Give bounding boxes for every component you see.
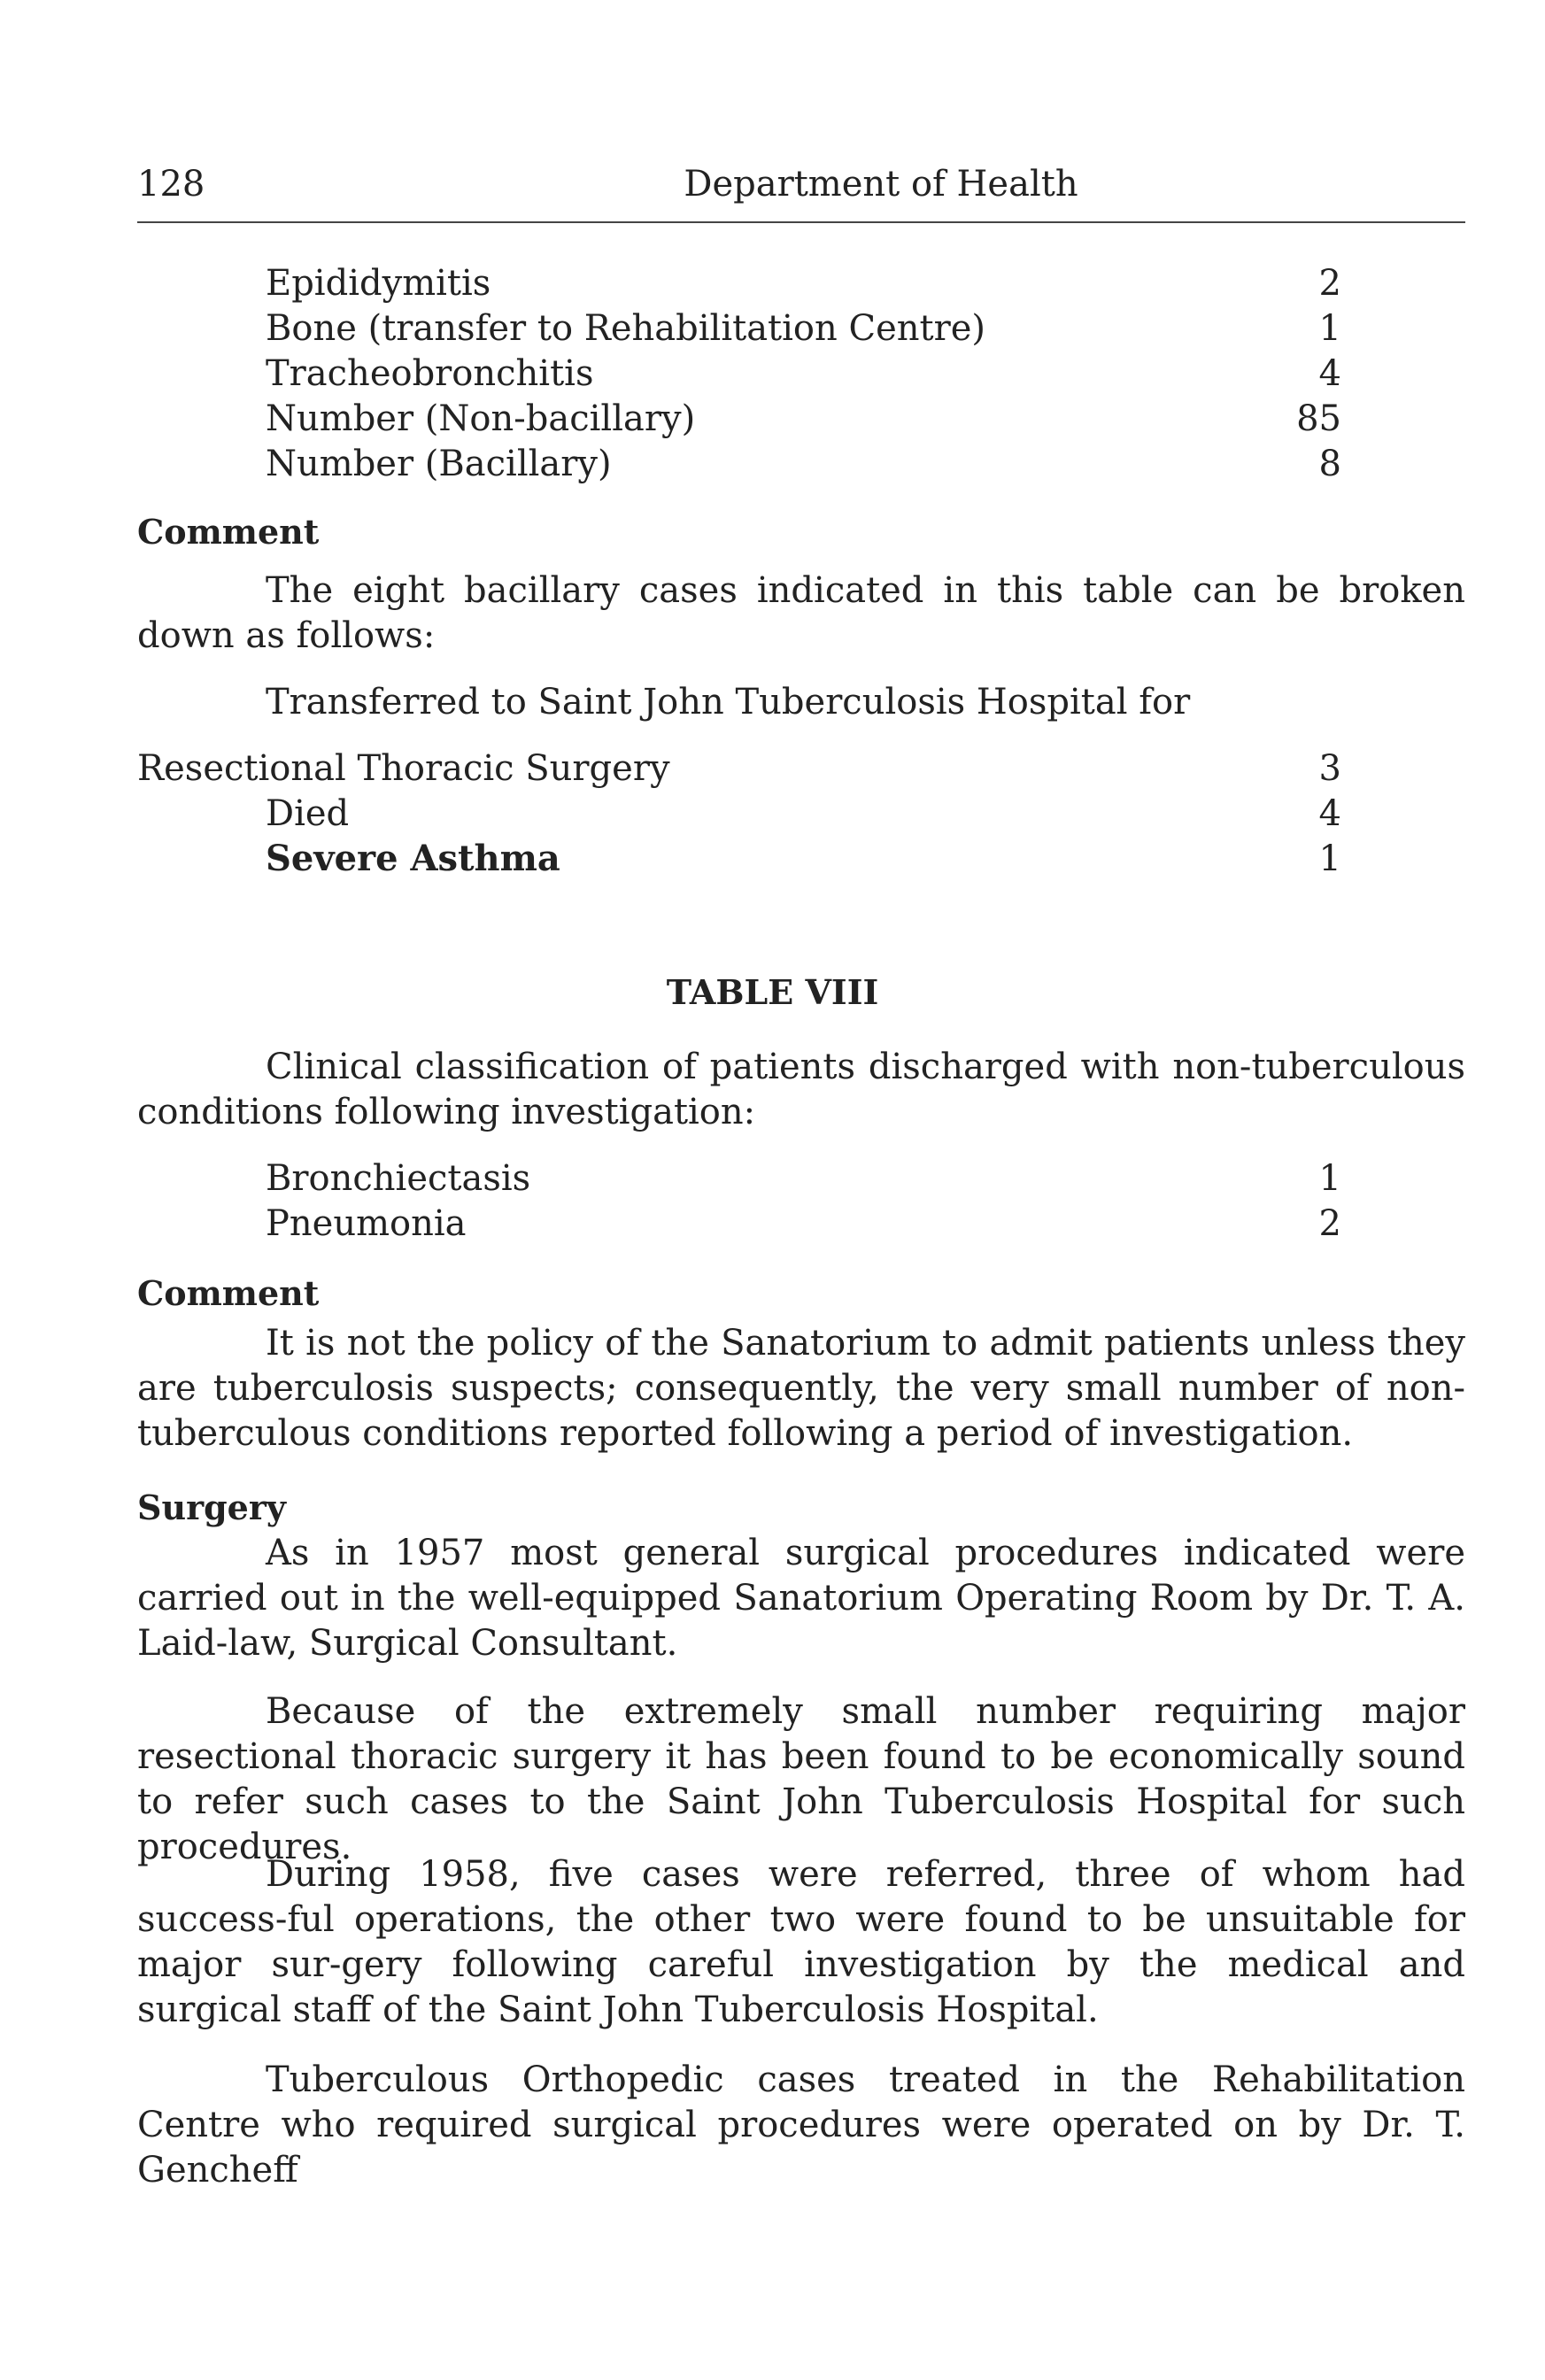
breakdown-intro-text: Transferred to Saint John Tuberculosis Hospital for [266, 682, 1191, 722]
item-label: Pneumonia [266, 1203, 467, 1244]
item-value: 1 [1318, 1158, 1341, 1199]
running-head: Department of Health [684, 164, 1078, 205]
item-label: Resectional Thoracic Surgery [137, 748, 670, 789]
item-label: Bone (transfer to Rehabilitation Centre) [266, 308, 985, 349]
item-value: 4 [1318, 793, 1341, 834]
item-value: 2 [1318, 1203, 1341, 1244]
header-rule [137, 221, 1465, 223]
page-number: 128 [137, 164, 205, 205]
item-label: Died [266, 793, 350, 834]
item-label: Severe Asthma [266, 838, 560, 879]
section-heading-surgery: Surgery [137, 1488, 286, 1527]
item-value: 1 [1318, 838, 1341, 879]
page-header [137, 164, 1465, 213]
section-heading-comment: Comment [137, 1273, 320, 1313]
surgery-paragraph: Tuberculous Orthopedic cases treated in the Rehabilitation Centre who required surgical procedures were operated on by Dr. T. Gencheff [137, 2059, 1465, 2191]
table-heading: TABLE VIII [666, 972, 879, 1012]
item-label: Epididymitis [266, 263, 491, 304]
item-value: 2 [1318, 263, 1341, 304]
table-caption: Clinical classification of patients discharged with non-tuberculous conditions following investigation: [137, 1047, 1465, 1132]
surgery-paragraph: Because of the extremely small number requiring major resectional thoracic surgery it has been found to be economically sound to refer such cases to the Saint John Tuberculosis Hospital for such procedures. [137, 1691, 1465, 1867]
item-label: Bronchiectasis [266, 1158, 531, 1199]
item-value: 1 [1318, 308, 1341, 349]
item-value: 4 [1318, 353, 1341, 394]
comment-paragraph: The eight bacillary cases indicated in this table can be broken down as follows: [137, 570, 1465, 656]
item-value: 3 [1318, 748, 1341, 789]
item-label: Tracheobronchitis [266, 353, 594, 394]
comment-paragraph: It is not the policy of the Sanatorium to admit patients unless they are tuberculosis suspects; consequently, the very small number of non-tuberculous conditions reported following a period of investigation. [137, 1323, 1465, 1454]
surgery-paragraph: As in 1957 most general surgical procedures indicated were carried out in the well-equipped Sanatorium Operating Room by Dr. T. A. Laid-law, Surgical Consultant. [137, 1533, 1465, 1664]
surgery-paragraph: During 1958, five cases were referred, three of whom had success-ful operations, the other two were found to be unsuitable for major sur-gery following careful investigation by the medical and surgical staff of the Saint John Tuberculosis Hospital. [137, 1854, 1465, 2030]
section-heading-comment: Comment [137, 512, 320, 552]
item-label: Number (Bacillary) [266, 444, 612, 484]
item-value: 85 [1296, 398, 1341, 439]
item-label: Number (Non-bacillary) [266, 398, 696, 439]
item-value: 8 [1318, 444, 1341, 484]
